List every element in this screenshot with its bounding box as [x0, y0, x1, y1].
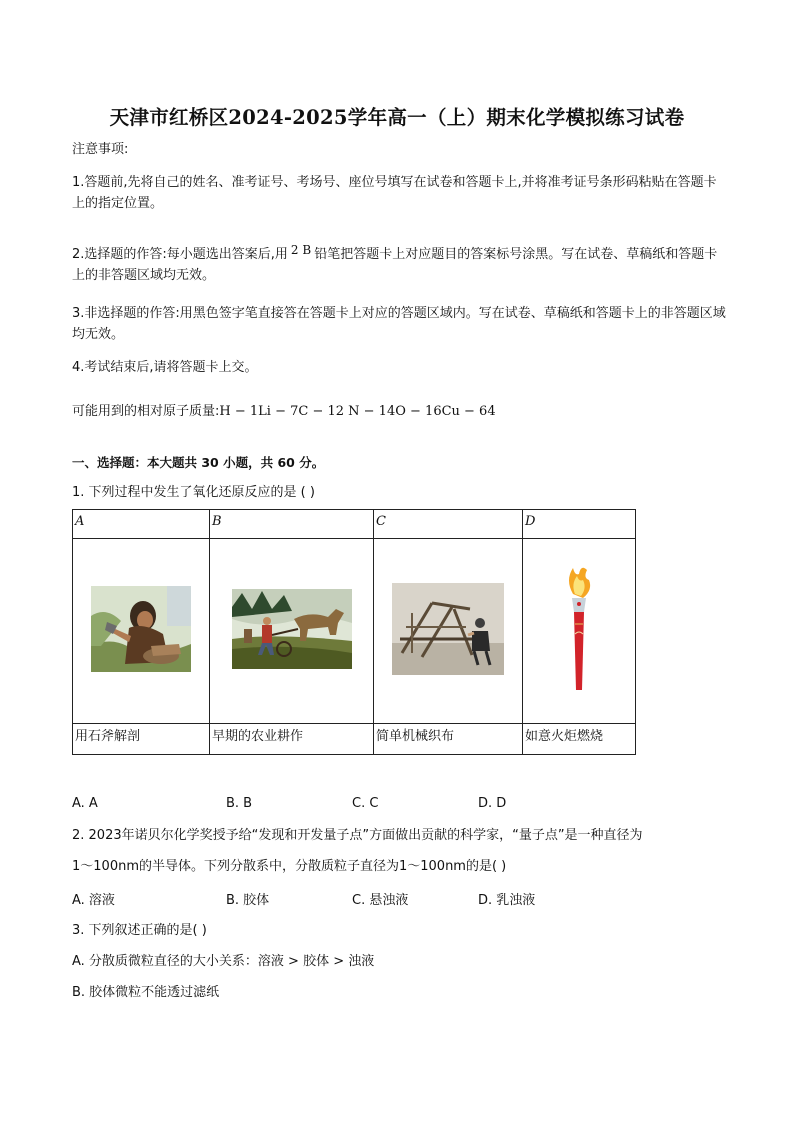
q1-image-cell-b: [210, 539, 374, 724]
q1-image-cell-c: [374, 539, 523, 724]
notice-item-2-before: 2.选择题的作答:每小题选出答案后,用: [72, 247, 288, 262]
q1-option-d: D. D: [478, 796, 507, 811]
atomic-mass-values: H − 1Li − 7C − 12 N − 14O − 16Cu − 64: [219, 404, 496, 419]
torch-illustration: [561, 564, 597, 694]
notice-item-4: 4.考试结束后,请将答题卡上交。: [72, 360, 258, 375]
q1-caption-c: 简单机械织布: [374, 724, 523, 755]
q1-caption-row: [73, 724, 636, 755]
q1-options-table: [72, 509, 636, 755]
section-heading-choice: 一、选择题：本大题共 30 小题，共 60 分。: [72, 455, 325, 470]
notice-item-1: 1.答题前,先将自己的姓名、准考证号、考场号、座位号填写在试卷和答题卡上,并将准考证号条形码粘贴在答题卡上的指定位置。: [72, 175, 717, 211]
q1-caption-b: 早期的农业耕作: [210, 724, 374, 755]
q1-image-cell-a: [73, 539, 210, 724]
q1-option-b: B. B: [226, 796, 253, 811]
loom-illustration: [392, 583, 504, 675]
q1-header-d: D: [523, 510, 636, 539]
q1-stem: 1. 下列过程中发生了氧化还原反应的是 ( ): [72, 485, 315, 500]
q1-option-a: A. A: [72, 796, 98, 811]
q3-option-b: B. 胶体微粒不能透过滤纸: [72, 985, 220, 1000]
q2-stem-line2: 1～100nm的半导体。下列分散系中，分散质粒子直径为1～100nm的是( ): [72, 859, 507, 874]
q1-caption-d: 如意火炬燃烧: [523, 724, 636, 755]
notice-item-2: [72, 240, 727, 286]
q2-option-a: A. 溶液: [72, 893, 115, 908]
q1-header-c: C: [374, 510, 523, 539]
q3-option-a: A. 分散质微粒直径的大小关系：溶液 > 胶体 > 浊液: [72, 954, 375, 969]
atomic-mass-line: [72, 401, 496, 422]
pencil-grade: 2 B: [290, 243, 312, 257]
q1-header-a: A: [73, 510, 210, 539]
q2-stem-line1: 2. 2023年诺贝尔化学奖授予给“发现和开发量子点”方面做出贡献的科学家，“量子点”是一种直径为: [72, 828, 643, 843]
notice-item-2-after: 铅笔把答题卡上对应题目的答案标号涂黑。写在试卷、草稿纸和答题卡上的非答题区域均无效。: [72, 247, 718, 283]
q2-option-c: C. 悬浊液: [352, 893, 409, 908]
plough-horse-illustration: [232, 589, 352, 669]
exam-title: 天津市红桥区2024-2025学年高一（上）期末化学模拟练习试卷: [109, 106, 685, 129]
notice-heading: 注意事项:: [72, 142, 129, 157]
q1-header-row: [73, 510, 636, 539]
q1-caption-a: 用石斧解剖: [73, 724, 210, 755]
stone-axe-illustration: [91, 586, 191, 672]
q3-stem: 3. 下列叙述正确的是( ): [72, 923, 207, 938]
q1-option-c: C. C: [352, 796, 379, 811]
notice-item-3: 3.非选择题的作答:用黑色签字笔直接答在答题卡上对应的答题区域内。写在试卷、草稿纸和答题卡上的非答题区域均无效。: [72, 306, 726, 342]
q2-option-d: D. 乳浊液: [478, 893, 536, 908]
atomic-mass-label: 可能用到的相对原子质量:: [72, 404, 220, 419]
q1-image-row: [73, 539, 636, 724]
q1-image-cell-d: [523, 539, 636, 724]
q2-option-b: B. 胶体: [226, 893, 270, 908]
q1-header-b: B: [210, 510, 374, 539]
